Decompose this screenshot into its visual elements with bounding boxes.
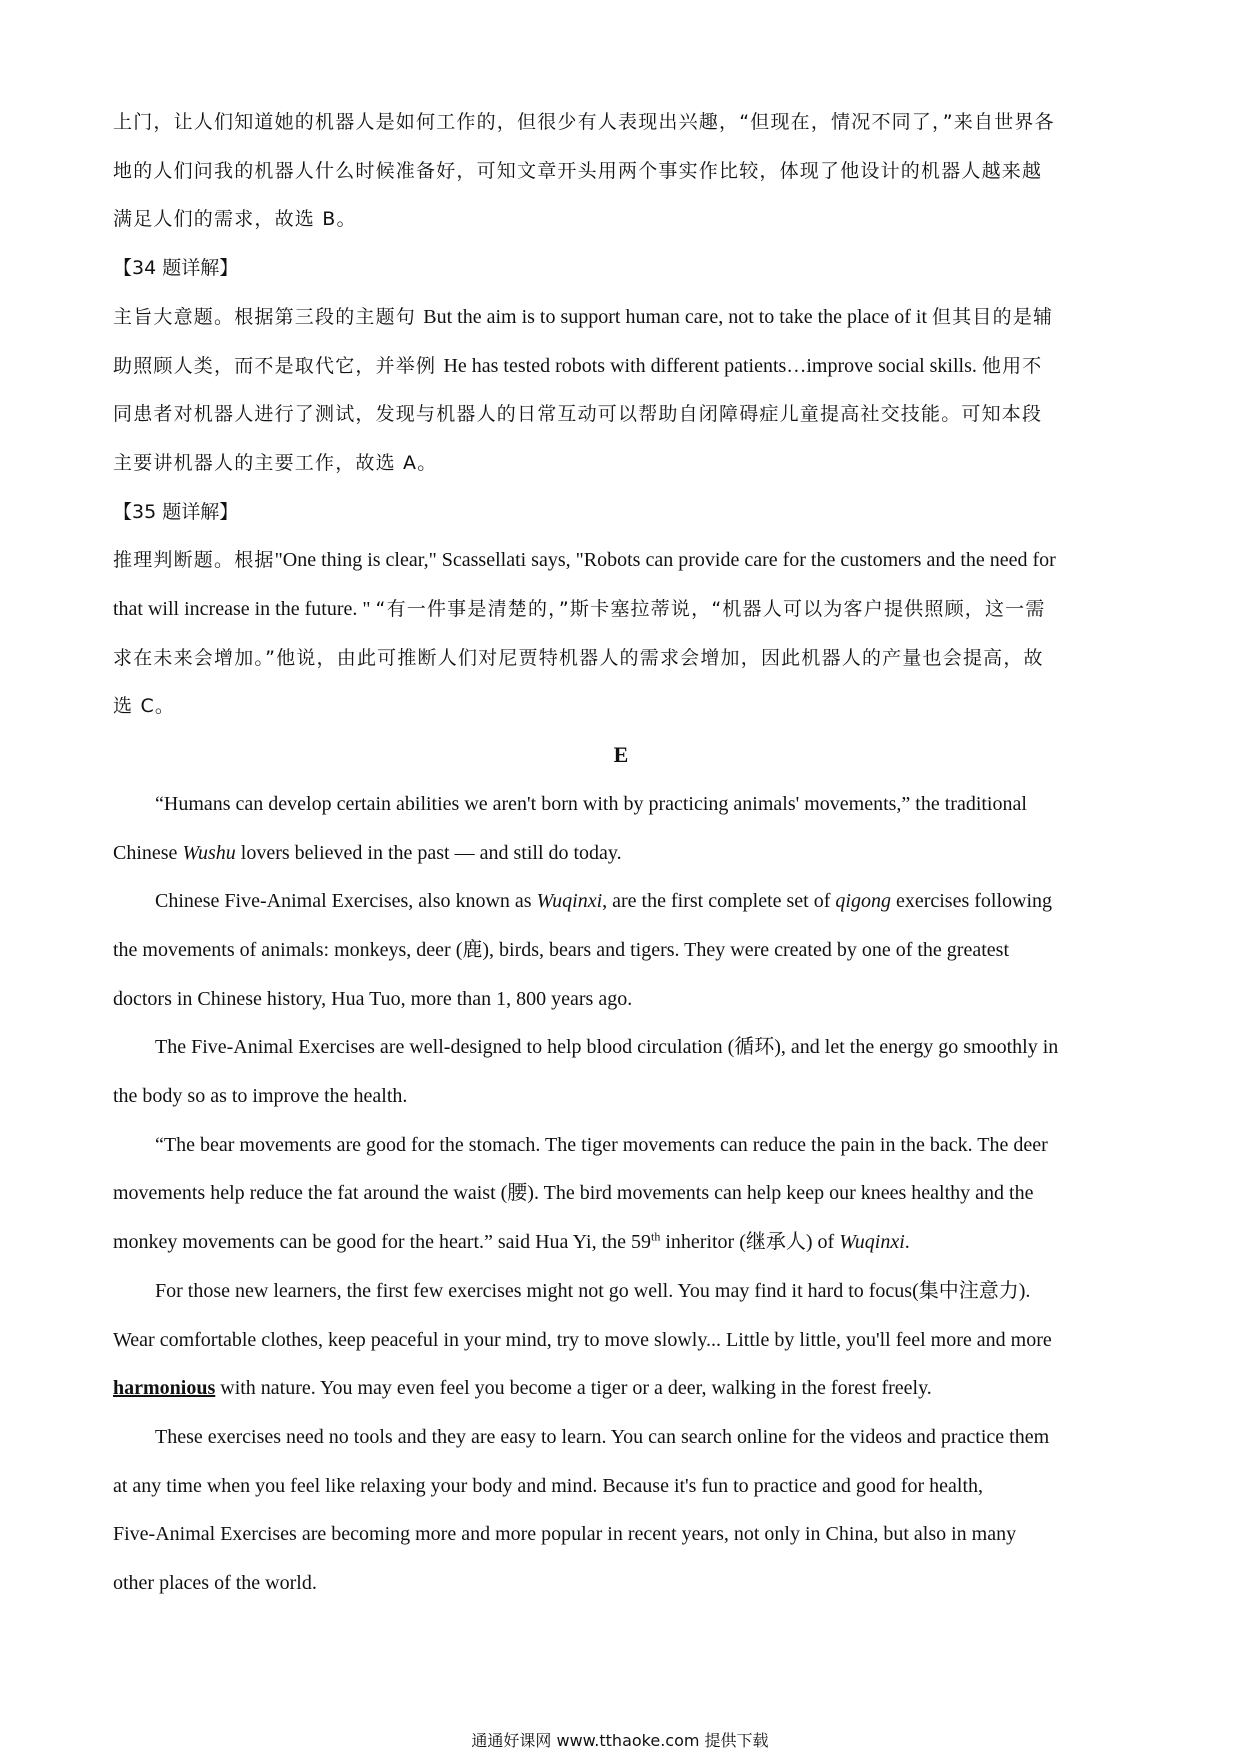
passage-line: The Five-Animal Exercises are well-designed to help blood circulation (循环), and let the energy go smoothly in (155, 1036, 1059, 1059)
answer-33-line: 地的人们问我的机器人什么时候准备好，可知文章开头用两个事实作比较，体现了他设计的机器人越来越 (113, 159, 1043, 182)
passage-line: Five-Animal Exercises are becoming more and more popular in recent years, not only in China, but also in many (113, 1523, 1017, 1546)
answer-33-line: 上门，让人们知道她的机器人是如何工作的，但很少有人表现出兴趣，“但现在，情况不同了，”来自世界各 (113, 111, 1055, 133)
passage-line: movements help reduce the fat around the waist (腰). The bird movements can help keep our knees healthy and the (113, 1182, 1034, 1205)
passage-line: monkey movements can be good for the heart.” said Hua Yi, the 59th inheritor (继承人) of Wuqinxi. (113, 1229, 910, 1254)
passage-line: For those new learners, the first few exercises might not go well. You may find it hard to focus(集中注意力). (155, 1279, 1031, 1302)
answer-35-line: 推理判断题。根据"One thing is clear," Scassellati says, "Robots can provide care for the customers and the need for (113, 549, 1056, 572)
passage-line: “The bear movements are good for the stomach. The tiger movements can reduce the pain in the back. The deer (155, 1133, 1048, 1156)
passage-line: Wear comfortable clothes, keep peaceful in your mind, try to move slowly... Little by little, you'll feel more and more (113, 1328, 1052, 1351)
answer-35-line: that will increase in the future. " “有一件事是清楚的，”斯卡塞拉蒂说，“机器人可以为客户提供照顾，这一需 (113, 598, 1046, 621)
answer-34-line: 助照顾人类，而不是取代它，并举例 He has tested robots with different patients…improve social skills. 他用不 (113, 354, 1043, 377)
passage-line: the movements of animals: monkeys, deer (鹿), birds, bears and tigers. They were created by one of the greatest (113, 938, 1009, 961)
question-35-heading: 【35 题详解】 (113, 500, 239, 523)
document-page (113, 98, 1129, 1608)
passage-line: Chinese Wushu lovers believed in the past — and still do today. (113, 841, 622, 864)
underlined-word: harmonious (113, 1377, 216, 1400)
question-34-heading: 【34 题详解】 (113, 257, 239, 280)
passage-line: the body so as to improve the health. (113, 1085, 408, 1108)
answer-34-line: 同患者对机器人进行了测试，发现与机器人的日常互动可以帮助自闭障碍症儿童提高社交技能。可知本段 (113, 403, 1043, 426)
passage-line: other places of the world. (113, 1572, 317, 1595)
passage-line: harmonious with nature. You may even feel you become a tiger or a deer, walking in the forest freely. (113, 1377, 932, 1400)
passage-line: These exercises need no tools and they are easy to learn. You can search online for the videos and practice them (155, 1425, 1050, 1448)
answer-35-line: 求在未来会增加。”他说，由此可推断人们对尼贾特机器人的需求会增加，因此机器人的产量也会提高，故 (113, 646, 1044, 669)
answer-35-line: 选 C。 (113, 695, 176, 718)
passage-title: E (613, 742, 629, 768)
passage-line: doctors in Chinese history, Hua Tuo, more than 1, 800 years ago. (113, 987, 633, 1010)
page-footer: 通通好课网 www.tthaoke.com 提供下载 (471, 1731, 769, 1750)
passage-line: Chinese Five-Animal Exercises, also known as Wuqinxi, are the first complete set of qigong exercises following (155, 890, 1053, 913)
answer-34-line: 主要讲机器人的主要工作，故选 A。 (113, 451, 438, 474)
answer-33-line: 满足人们的需求，故选 B。 (113, 208, 357, 231)
passage-line: “Humans can develop certain abilities we aren't born with by practicing animals' movements,” the traditional (155, 792, 1027, 815)
passage-line: at any time when you feel like relaxing your body and mind. Because it's fun to practice and good for health, (113, 1474, 984, 1497)
answer-34-line: 主旨大意题。根据第三段的主题句 But the aim is to support human care, not to take the place of it 但其目的是辅 (113, 305, 1054, 328)
